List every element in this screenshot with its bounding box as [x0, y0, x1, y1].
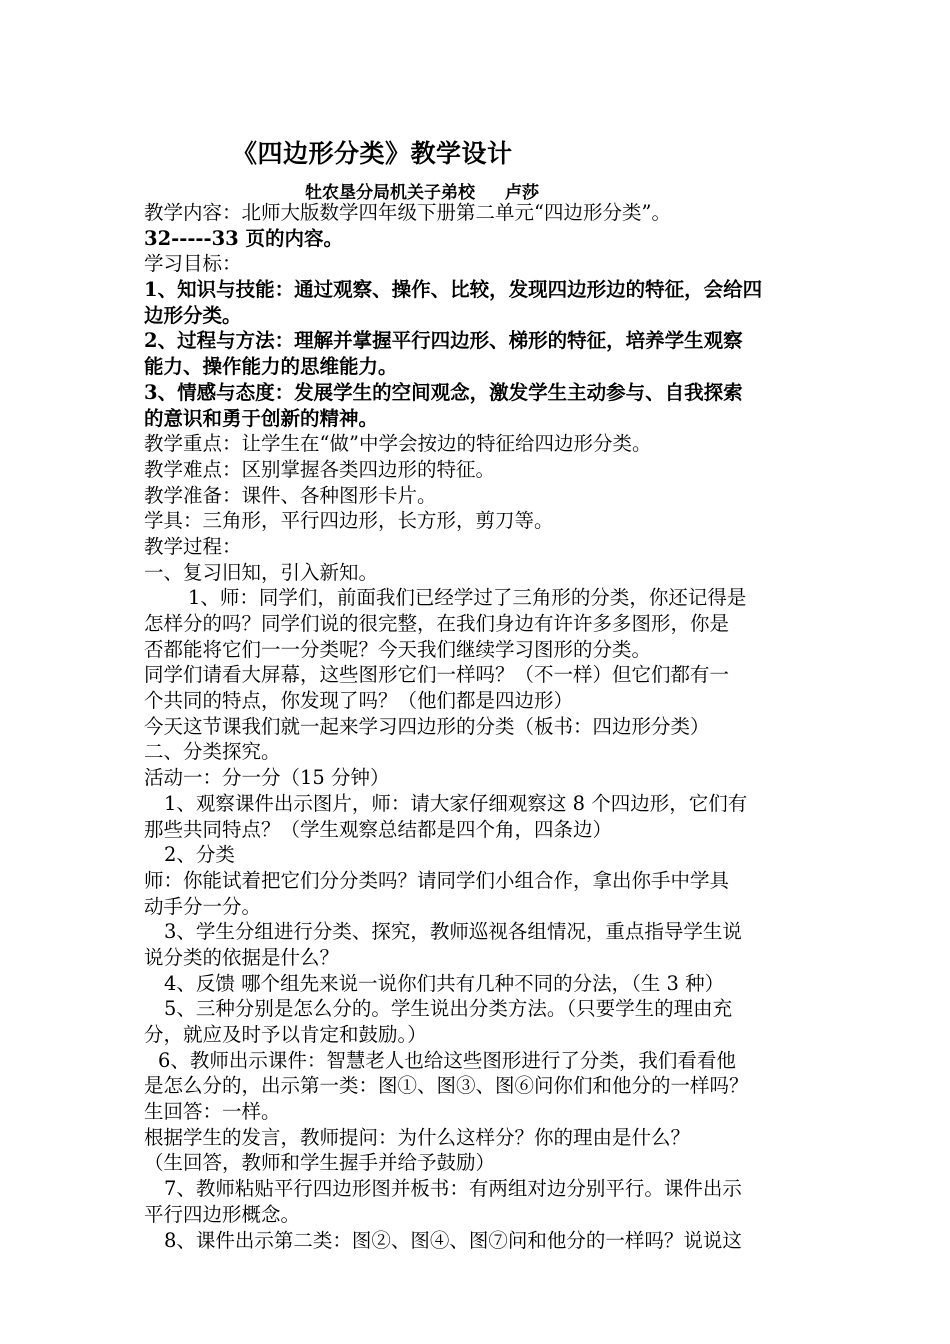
content-line: 教学难点：区别掌握各类四边形的特征。 — [144, 457, 496, 481]
content-line: 说分类的依据是什么？ — [144, 945, 340, 969]
content-line: 5、三种分别是怎么分的。学生说出分类方法。（只要学生的理由充 — [164, 997, 733, 1021]
content-line: 平行四边形概念。 — [144, 1202, 301, 1226]
content-line: 2、分类 — [164, 843, 235, 867]
content-line: 4、反馈 哪个组先来说一说你们共有几种不同的分法，（生 3 种） — [164, 971, 725, 995]
content-line: 6、教师出示课件：智慧老人也给这些图形进行了分类，我们看看他 — [158, 1048, 736, 1072]
content-line: 32-----33 页的内容。 — [144, 226, 344, 250]
content-line: 动手分一分。 — [144, 894, 262, 918]
content-line: 教学过程： — [144, 534, 242, 558]
content-line: 怎样分的吗？同学们说的很完整，在我们身边有许许多多图形，你是 — [144, 612, 730, 635]
content-line: 根据学生的发言，教师提问：为什么这样分？你的理由是什么？ — [144, 1125, 691, 1149]
content-line: 今天这节课我们就一起来学习四边形的分类（板书：四边形分类） — [144, 714, 710, 738]
content-line: 教学准备：课件、各种图形卡片。 — [144, 483, 437, 507]
content-line: 活动一：分一分（15 分钟） — [144, 766, 390, 790]
content-line: 那些共同特点？（学生观察总结都是四个角，四条边） — [144, 817, 613, 841]
school-name: 牡农垦分局机关子弟校 — [305, 183, 475, 203]
content-line: 否都能将它们一一分类呢？今天我们继续学习图形的分类。 — [144, 637, 652, 661]
document-title: 《四边形分类》教学设计 — [232, 139, 513, 168]
content-line: 3、学生分组进行分类、探究，教师巡视各组情况，重点指导学生说 — [164, 920, 742, 944]
content-line: 边形分类。 — [144, 303, 242, 327]
content-line: 3、情感与态度：发展学生的空间观念，激发学生主动参与、自我探索 — [144, 380, 743, 404]
content-line: 1、师：同学们，前面我们已经学过了三角形的分类，你还记得是 — [188, 586, 747, 610]
content-line: 的意识和勇于创新的精神。 — [144, 406, 379, 430]
content-line: 1、观察课件出示图片，师：请大家仔细观察这 8 个四边形，它们有 — [164, 791, 748, 815]
content-line: 是怎么分的，出示第一类：图①、图③、图⑥问你们和他分的一样吗？ — [144, 1074, 749, 1098]
content-line: 教学内容：北师大版数学四年级下册第二单元“四边形分类”。 — [144, 201, 671, 224]
content-line: 二、分类探究。 — [144, 740, 281, 764]
content-line: 能力、操作能力的思维能力。 — [144, 355, 398, 379]
author-name: 卢莎 — [505, 183, 539, 203]
content-line: 2、过程与方法：理解并掌握平行四边形、梯形的特征，培养学生观察 — [144, 329, 743, 353]
content-line: 1、知识与技能：通过观察、操作、比较，发现四边形边的特征，会给四 — [144, 278, 763, 302]
content-line: 学具：三角形，平行四边形，长方形，剪刀等。 — [144, 509, 554, 533]
content-line: 分，就应及时予以肯定和鼓励。） — [144, 1023, 427, 1046]
content-line: 一、复习旧知，引入新知。 — [144, 560, 379, 584]
content-line: 师：你能试着把它们分分类吗？请同学们小组合作，拿出你手中学具 — [144, 868, 730, 892]
content-line: 8、课件出示第二类：图②、图④、图⑦问和他分的一样吗？说说这 — [164, 1228, 742, 1252]
document-body — [144, 200, 824, 1253]
content-line: 生回答：一样。 — [144, 1100, 281, 1124]
content-line: （生回答，教师和学生握手并给予鼓励） — [144, 1151, 496, 1175]
content-line: 个共同的特点，你发现了吗？（他们都是四边形） — [144, 689, 574, 713]
content-line: 学习目标： — [144, 252, 242, 276]
content-line: 同学们请看大屏幕，这些图形它们一样吗？（不一样）但它们都有一 — [144, 663, 730, 687]
content-line: 教学重点：让学生在“做”中学会按边的特征给四边形分类。 — [144, 432, 652, 456]
content-line: 7、教师粘贴平行四边形图并板书：有两组对边分别平行。课件出示 — [164, 1177, 742, 1201]
